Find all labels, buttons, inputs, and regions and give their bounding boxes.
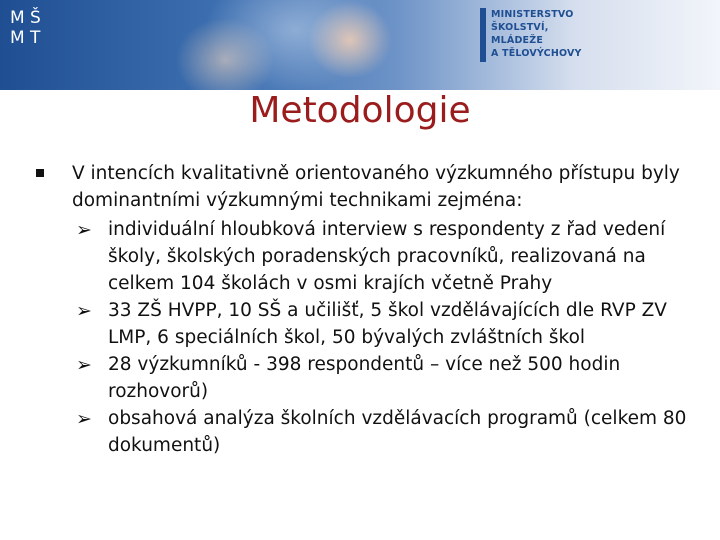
main-bullet-text: V intencích kvalitativně orientovaného výzkumného přístupu byly dominantními výzkumnými technikami zejména: [72, 163, 680, 211]
sub-item-text: obsahová analýza školních vzdělávacích programů (celkem 80 dokumentů) [108, 408, 687, 456]
ministry-line: A TĚLOVÝCHOVY [491, 48, 582, 59]
arrow-bullet-icon: ➢ [76, 300, 92, 322]
sub-item-text: 28 výzkumníků - 398 respondentů – více než 500 hodin rozhovorů) [108, 354, 621, 402]
svg-text:T: T [30, 28, 41, 46]
slide-content [36, 160, 706, 459]
arrow-bullet-icon: ➢ [76, 354, 92, 376]
svg-text:M: M [10, 8, 25, 28]
ministry-mark [480, 8, 486, 62]
square-bullet-icon [36, 169, 44, 177]
main-bullet [36, 160, 706, 214]
arrow-bullet-icon: ➢ [76, 219, 92, 241]
header-photo [95, 0, 455, 90]
ministry-line: MLÁDEŽE [491, 35, 544, 46]
sub-item [36, 216, 706, 297]
sub-item-text: individuální hloubková interview s respondenty z řad vedení školy, školských poradenských pracovníků, realizovaná na celkem 104 školách v osmi krajích včetně Prahy [108, 219, 666, 294]
svg-text:M: M [10, 28, 25, 46]
header-banner [0, 0, 720, 90]
sub-item [36, 297, 706, 351]
ministry-line: MINISTERSTVO [491, 9, 574, 20]
sub-list [36, 216, 706, 459]
msmt-logo [10, 6, 66, 46]
slide-title: Metodologie [249, 90, 471, 131]
sub-item [36, 351, 706, 405]
sub-item-text: 33 ZŠ HVPP, 10 SŠ a učilišť, 5 škol vzdělávajících dle RVP ZV LMP, 6 speciálních škol, 50 bývalých zvláštních škol [108, 300, 667, 348]
svg-text:Š: Š [30, 8, 41, 28]
sub-item [36, 405, 706, 459]
ministry-line: ŠKOLSTVÍ, [491, 22, 549, 33]
arrow-bullet-icon: ➢ [76, 408, 92, 430]
ministry-name [491, 8, 601, 60]
